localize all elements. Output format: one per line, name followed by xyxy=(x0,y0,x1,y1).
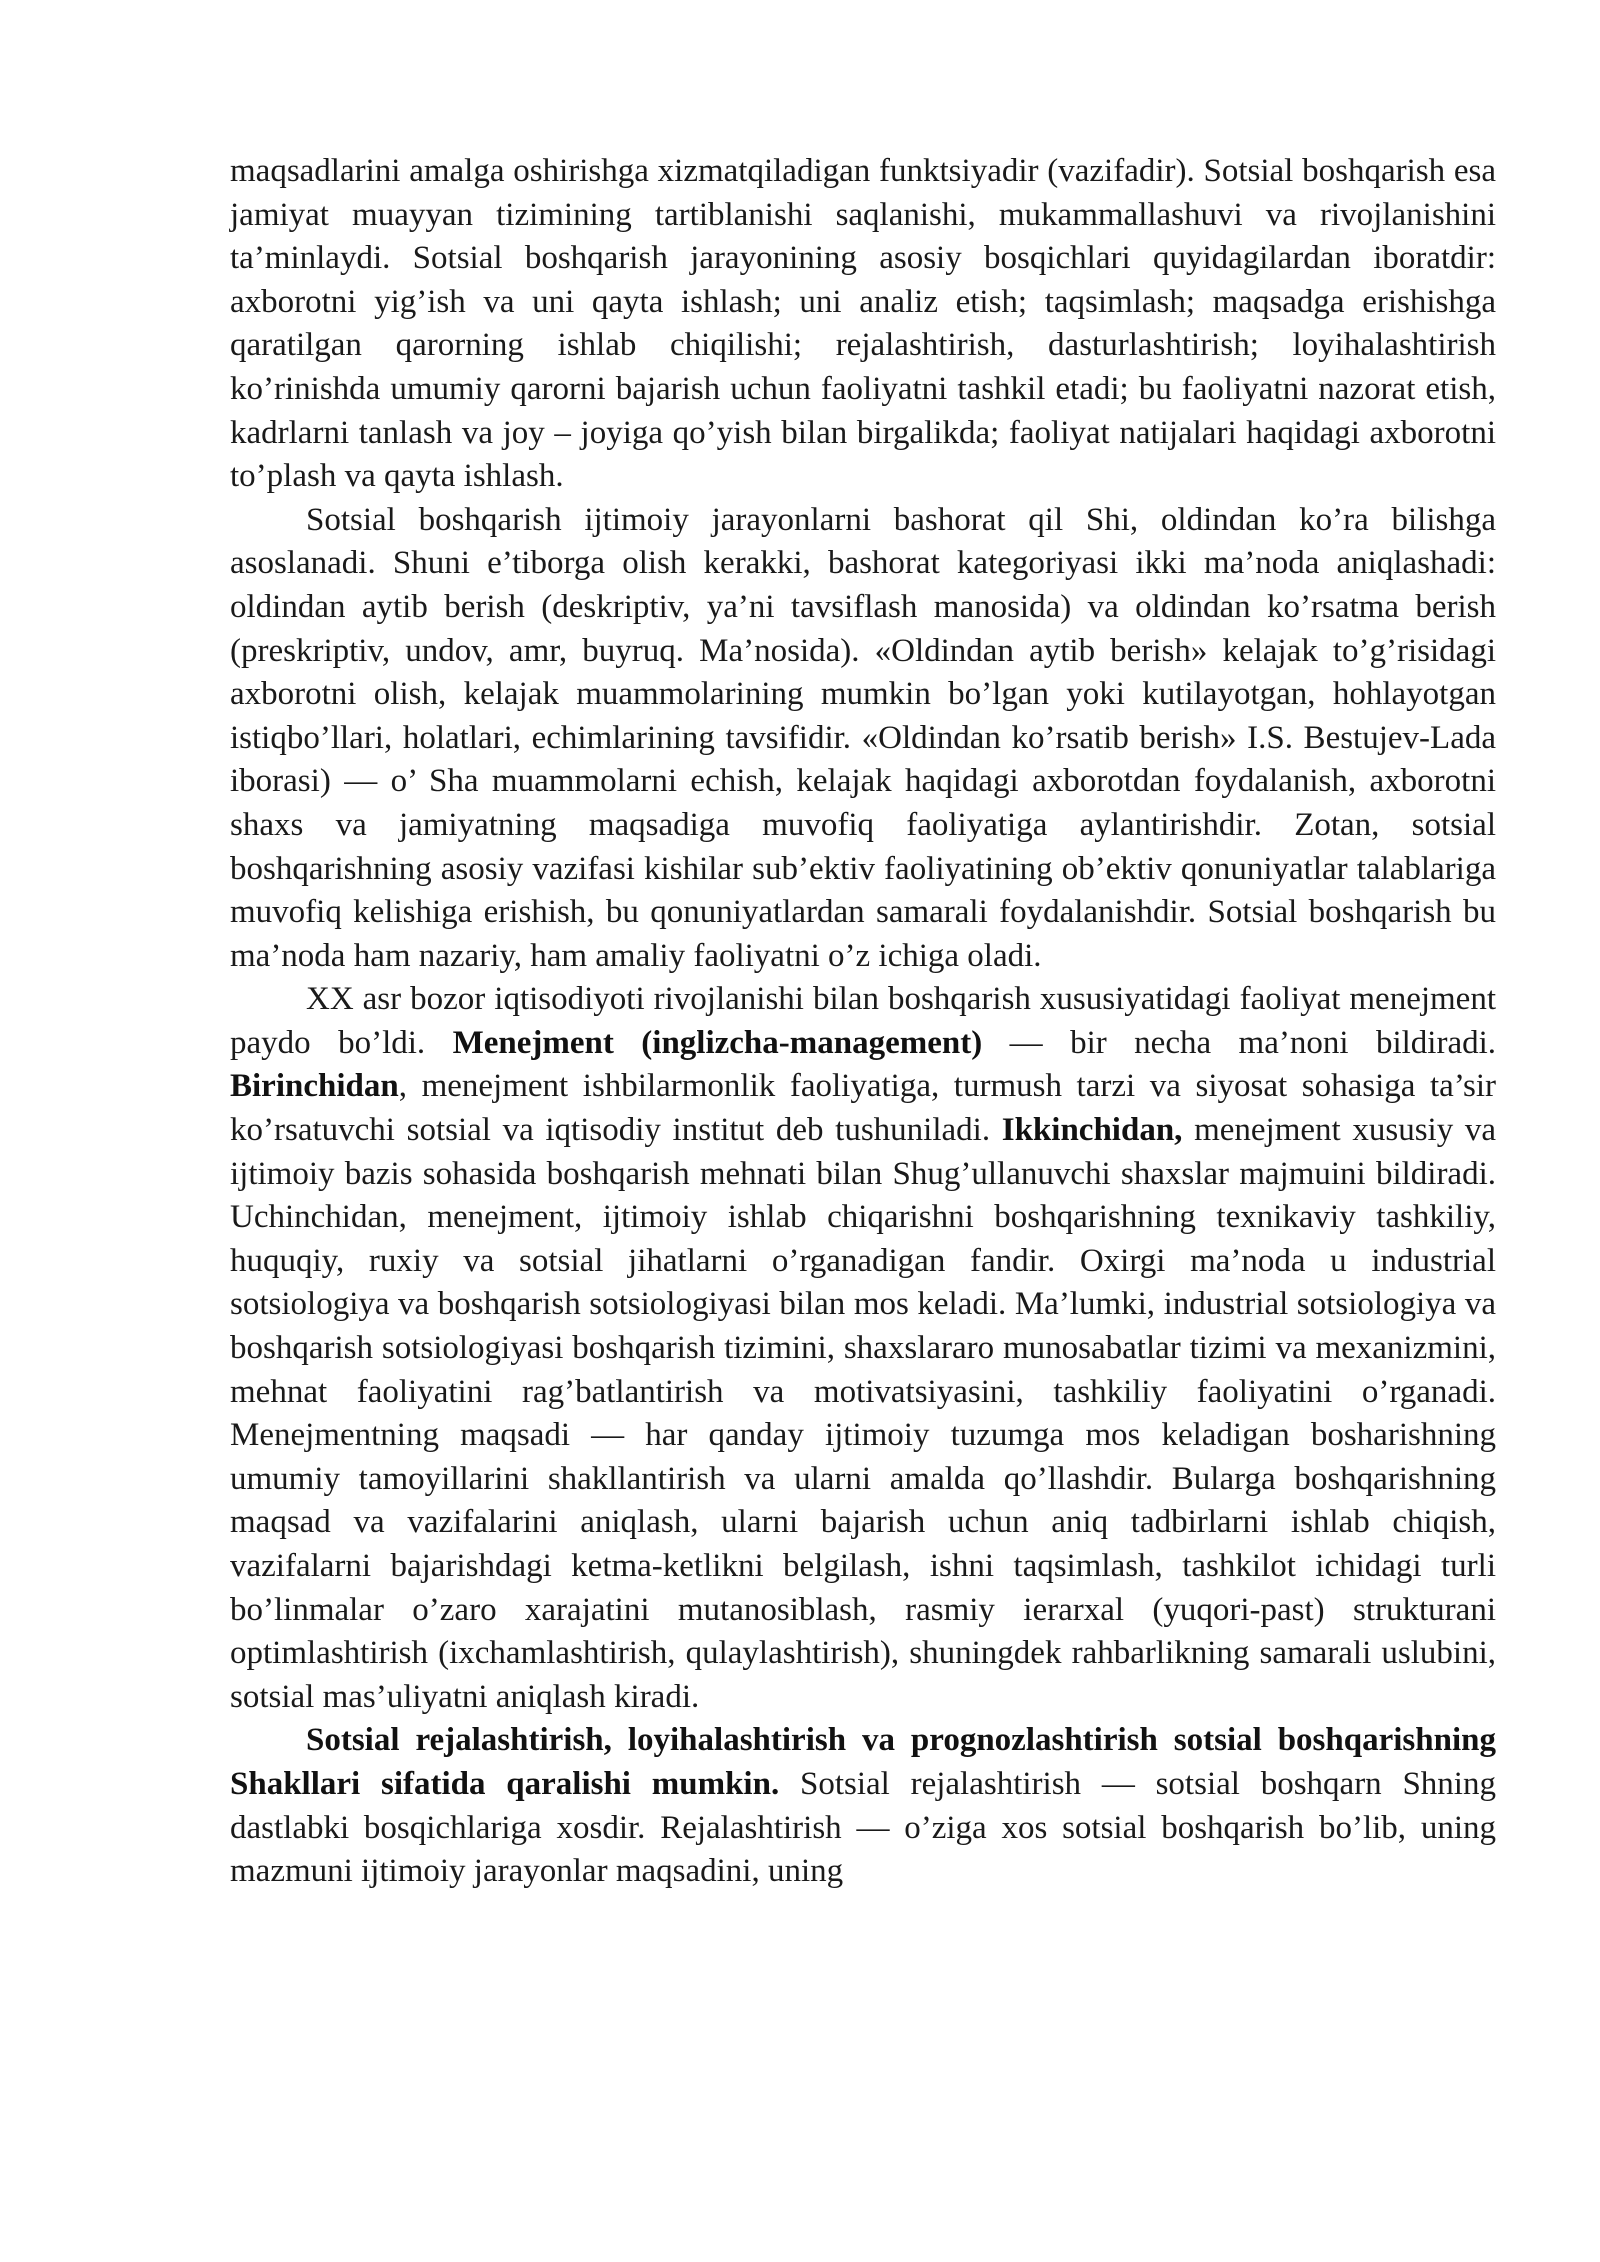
paragraph-3-text: — bir necha ma’noni bildiradi. xyxy=(982,1024,1497,1061)
paragraph-3-text: menejment xususiy va ijtimoiy bazis sohasida boshqarish mehnati bilan Shug’ullanuvchi shaxslar majmuini bildiradi. Uchinchidan, menejment, ijtimoiy ishlab chiqarishni boshqarishning texnikaviy tashkiliy, huquqiy, ruxiy va sotsial jihatlarni o’rganadigan fandir. Oxirgi ma’noda u industrial sotsiologiya va boshqarish sotsiologiyasi bilan mos keladi. Ma’lumki, industrial sotsiologiya va boshqarish sotsiologiyasi boshqarish tizimini, shaxslararo munosabatlar tizimi va mexanizmini, mehnat faoliyatini rag’batlantirish va motivatsiyasini, tashkiliy faoliyatini o’rganadi. Menejmentning maqsadi — har qanday ijtimoiy tuzumga mos keladigan bosharishning umumiy tamoyillarini shakllantirish va ularni amalda qo’llashdir. Bularga boshqarishning maqsad va vazifalarini aniqlash, ularni bajarish uchun aniq tadbirlarni ishlab chiqish, vazifalarni bajarishdagi ketma-ketlikni belgilash, ishni taqsimlash, tashkilot ichidagi turli bo’linmalar o’zaro xarajatini mutanosiblash, rasmiy ierarxal (yuqori-past) strukturani optimlashtirish (ixchamlashtirish, qulaylashtirish), shuningdek rahbarlikning samarali uslubini, sotsial mas’uliyatni aniqlash kiradi. xyxy=(230,1112,1496,1715)
paragraph-3-text: XX asr bozor iqtisodiyoti rivojlanishi bilan boshqarish xususiyatidagi faoliyat menejment paydo bo’ldi. xyxy=(230,981,1496,1061)
paragraph-3-text: , menejment ishbilarmonlik faoliyatiga, turmush tarzi va siyosat sohasiga ta’sir ko’rsatuvchi sotsial va iqtisodiy institut deb tushuniladi. xyxy=(230,1068,1496,1149)
paragraph-1 xyxy=(230,150,1496,499)
paragraph-4-text: Sotsial rejalashtirish — sotsial boshqarn Shning dastlabki bosqichlariga xosdir. Rejalashtirish — o’ziga xos sotsial boshqarish bo’lib, uning mazmuni ijtimoiy jarayonlar maqsadini, uning xyxy=(230,1765,1496,1890)
term-ikkinchidan: Ikkinchidan, xyxy=(1001,1112,1183,1149)
paragraph-2 xyxy=(230,499,1496,979)
paragraph-2-text: Sotsial boshqarish ijtimoiy jarayonlarni bashorat qil Shi, oldindan ko’ra bilishga asoslanadi. Shuni e’tiborga olish kerakki, bashorat kategoriyasi ikki ma’noda aniqlashadi: oldindan aytib berish (deskriptiv, ya’ni tavsiflash manosida) va oldindan ko’rsatma berish (preskriptiv, undov, amr, buyruq. Ma’nosida). «Oldindan aytib berish» kelajak to’g’risidagi axborotni olish, kelajak muammolarining mumkin bo’lgan yoki kutilayotgan, hohlayotgan istiqbo’llari, holatlari, echimlarining tavsifidir. «Oldindan ko’rsatib berish» I.S. Bestujev-Lada iborasi) — o’ Sha muammolarni echish, kelajak haqidagi axborotdan foydalanish, axborotni shaxs va jamiyatning maqsadiga muvofiq faoliyatiga aylantirishdir. Zotan, sotsial boshqarishning asosiy vazifasi kishilar sub’ektiv faoliyatining ob’ektiv qonuniyatlar talablariga muvofiq kelishiga erishish, bu qonuniyatlardan samarali foydalanishdir. Sotsial boshqarish bu ma’noda ham nazariy, ham amaliy faoliyatni o’z ichiga oladi. xyxy=(230,501,1496,974)
paragraph-1-text: maqsadlarini amalga oshirishga xizmatqiladigan funktsiyadir (vazifadir). Sotsial boshqarish esa jamiyat muayyan tizimining tartiblanishi saqlanishi, mukammallashuvi va rivojlanishini ta’minlaydi. Sotsial boshqarish jarayonining asosiy bosqichlari quyidagilardan iboratdir: axborotni yig’ish va uni qayta ishlash; uni analiz etish; taqsimlash; maqsadga erishishga qaratilgan qarorning ishlab chiqilishi; rejalashtirish, dasturlashtirish; loyihalashtirish ko’rinishda umumiy qarorni bajarish uchun faoliyatni tashkil etadi; bu faoliyatni nazorat etish, kadrlarni tanlash va joy – joyiga qo’yish bilan birgalikda; faoliyat natijalari haqidagi axborotni to’plash va qayta ishlash. xyxy=(230,153,1496,495)
paragraph-4 xyxy=(230,1719,1496,1893)
document-page xyxy=(230,150,1496,1894)
paragraph-3 xyxy=(230,978,1496,1719)
term-birinchidan: Birinchidan xyxy=(230,1068,399,1105)
bold-heading-sentence: Sotsial rejalashtirish, loyihalashtirish va prognozlashtirish sotsial boshqarishning Shakllari sifatida qaralishi mumkin. xyxy=(230,1722,1496,1802)
term-menejment: Menejment (inglizcha-management) xyxy=(452,1024,983,1061)
